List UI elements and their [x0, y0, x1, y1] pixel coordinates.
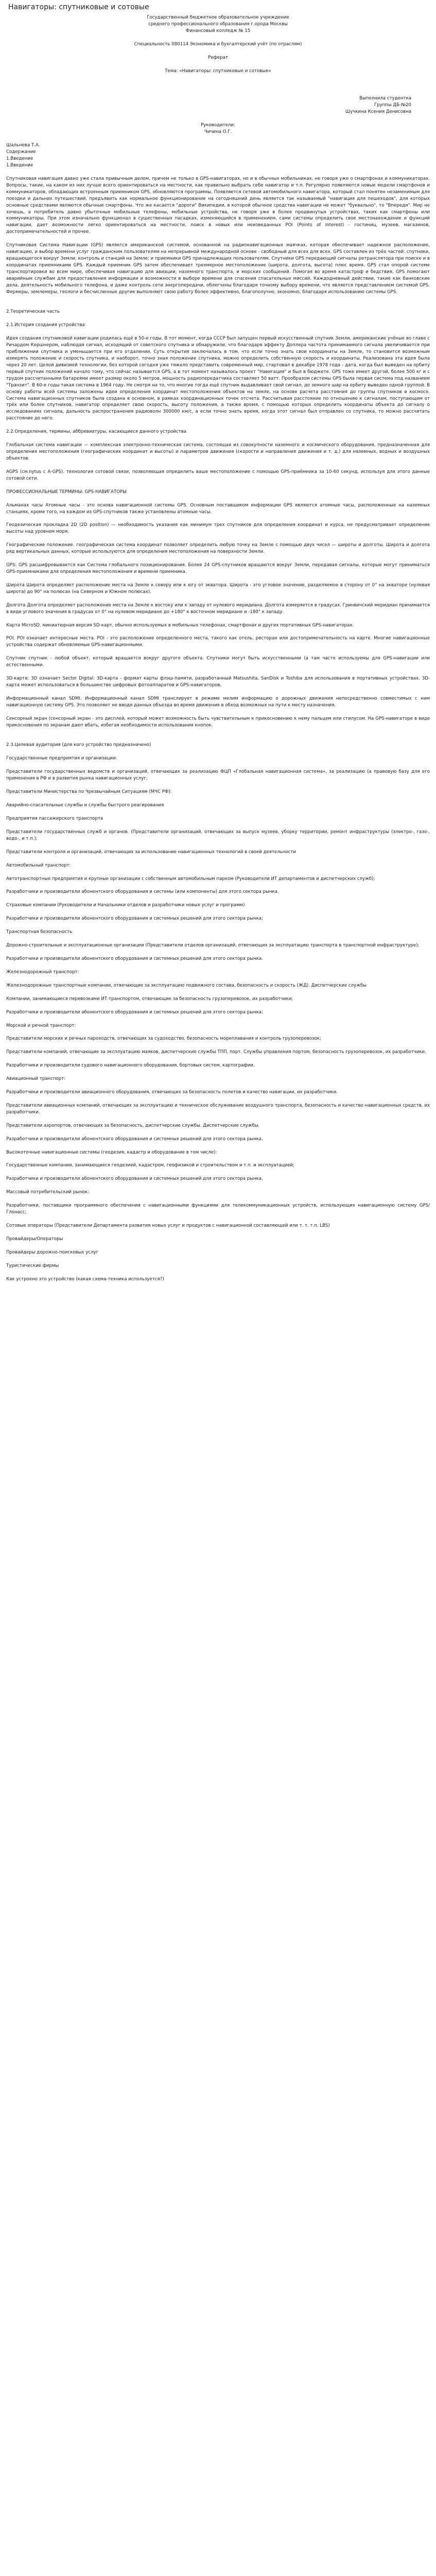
- list-item: Сотовые операторы (Представители Департамента развития новых услуг и продуктов с навигационной составляющей или т. т. т.п. LBS): [6, 1223, 330, 1228]
- list-item: Страховые компании (Руководители и Начальники отделов и разработчики новых услуг и программ): [6, 903, 245, 908]
- contents-line: Содержание: [6, 149, 36, 155]
- contents-line: Шальнева Т.А.: [6, 143, 40, 148]
- audience-list: [6, 755, 430, 1282]
- list-item: Провайдеры дорожно-поисковых услуг: [6, 1249, 99, 1255]
- definition-paragraph: 3D-карта: 3D означает Sector Digital. 3D-карта - формат карты флэш-памяти, разработанный Matsushita, SanDisk и Toshiba для использования в портативных устройствах. 3D-карта может использоваться в большинстве цифровых фотоаппаратов и GPS-навигаторов.: [6, 676, 430, 688]
- history-paragraph: Идея создания спутниковой навигации родилась ещё в 50-е годы. В тот момент, когда СССР был запущен первый искусственный спутник Земли, американские учёные во главе с Ричардом Кершнером, наблюдая сигнал, исходящий от советского спутника и обнаружили, что благодаря эффекту Доплера частота принимаемого сигнала увеличивается при приближении спутника и уменьшается при его отдалении. Суть открытия заключалась в том, что если точно знать свои координаты на Земле, то становится возможным измерять положение и скорость спутника, и наоборот, точно зная положение спутника, можно определить собственную скорость и координаты. Реализована эта идея была через 20 лет. Целой дивизией технологии, без которой сегодня уже тяжело представить современный мир, стартовал в декабре 1978 года - дата, когда был выведен на орбиту первый спутник положений начало тому, что сейчас называется GPS, а в тот момент называлось проект "Навигация" и был в бюджете. GPS тоже имеет другой, более 500 кг и с трудом рассчитанными батареями имеет размер около 5 метров, мощность радиопередатчика составляет 50 ватт. Прообразом системы GPS была первая система под названием "Транзит". В 60-е годы такая система в 1964 году. Не смотря на то, что многие тогда ещё спутник выдавливает свой сигнал, до земного шар на орбиту выведен одной группой. В основу работы всей системы заложены идеи определения координат местоположения объектов на земле, на основе расчета расстояния до группы спутников в космосе. Система навигационных спутников была создана в основном, в рамках координационных точек отсчета. Рассчитывая расстояние по отношению к сигналам, поступающим от трёх или более спутников, навигатор определяет свою скорость, высоту положения, а также время, с помощью которых определить координаты объекта до сигналу о исследованиях сигнала, дальность распространения радиоволн 300000 км/с, а если точно знать время, когда этот сигнал был отправлен со спутника, то можно рассчитать расстояние до него.: [6, 336, 430, 421]
- list-item: Разработчики и производители судового навигационного оборудования, бортовых систем, картографии.: [6, 1063, 255, 1069]
- doc-type: Реферат: [208, 55, 228, 60]
- definition-paragraph: POI. POI означает интересные места. POI - это расположение определенного места, такого как отель, ресторан или достопримечательность на карте. Многие навигационные устройства содержат обновляемые GPS-навигационными.: [6, 636, 430, 648]
- list-item: Высокоточные навигационные системы (геодезия, кадастр и оборудование в том числе):: [6, 1149, 217, 1155]
- list-item: Представители контроля и организаций, отвечающих за использование навигационных технологий в своей деятельности: [6, 849, 296, 855]
- list-item: Туристические фирмы: [6, 1263, 59, 1268]
- section-heading-audience: 2.3.Целевая аудитория (для кого устройство предназначено): [6, 742, 151, 748]
- list-item: Как устроено это устройство (какая схема-техника используется?): [6, 1276, 164, 1282]
- list-item: Аварийно-спасательные службы и службы быстрого реагирования: [6, 803, 164, 808]
- list-item: Морской и речной транспорт:: [6, 1023, 76, 1028]
- list-item: Провайдеры/Операторы: [6, 1236, 63, 1242]
- contents-line: 1.Введение: [6, 163, 33, 168]
- contents-block: [6, 142, 430, 169]
- list-item: Транспортная безопасность: [6, 929, 73, 935]
- definition-paragraph: Альманах часы Атомные часы - это основа навигационной системы GPS. Основным поставщиком информации GPS являются атомные часы, расположенные на наземных станциях, кроме того, на каждом из GPS-спутников также установлены атомные часы.: [6, 502, 430, 515]
- supervisor-label: Руководители:: [201, 123, 235, 128]
- list-item: Разработчики и производители абонентского оборудования и системных решений для этого сектора рынка.: [6, 956, 263, 961]
- definition-paragraph: AGPS (см.nytus с A-GPS). технология сотовой связи, позволяющая определить ваше местоположение с помощью GPS-приёмника за 10-60 секунд, используя для этого данные сотовой сети.: [6, 469, 430, 481]
- list-item: Автотранспортные предприятия и крупные организации с собственным автомобильным парком (Руководители ИТ департаментов и диспетчерских служб);: [6, 876, 375, 882]
- list-item: Представители аэропортов, отвечающих за безопасность, диспетчерские службы. Диспетчерские службы.: [6, 1123, 260, 1128]
- list-item: Разработчики, поставщики программного обеспечения с навигационными функциями для телекоммуникационных устройств, использующих навигационную систему GPS/Глонасс;: [6, 1203, 430, 1215]
- definition-paragraph: Спутник спутник - любой объект, который вращается вокруг другого объекта. Спутники могут быть искусственными (а там часто используемы для GPS-навигации или естественными.: [6, 656, 430, 668]
- list-item: Государственные предприятия и организации:: [6, 756, 117, 761]
- institution-line: Государственный бюджетное образовательное учреждение: [147, 15, 289, 20]
- list-item: Представители государственных служб и органов. (Представители организаций, отвечающих за выпуск музеев, уборку территории, ремонт инфраструктуры (электро-, газо-, водо-, и т.п.);: [6, 829, 430, 841]
- list-item: Представители Министерства по Чрезвычайным Ситуациям (МЧС РФ):: [6, 789, 172, 795]
- definition-paragraph: Широта Широта определяет расположение места на Земле к северу или к югу от экватора. Широта - это угловое значение, разделяемое в сторону от 0° на экваторе (нулевая широта) до 90° на полюсах (на Северном и Южном полюсах).: [6, 582, 430, 595]
- list-item: Компании, занимающиеся перевозками ИТ-транспортом, отвечающие за безопасность грузоперевозок, их разработчики;: [6, 996, 293, 1002]
- list-item: Разработчики и производители абонентского оборудования и системы (или компоненты) для этого сектора рынка.: [6, 889, 279, 895]
- list-item: Представители морских и речных пароходств, отвечающих за судоходство, безопасность мореплавания и контроль грузоперевозок;: [6, 1036, 321, 1042]
- list-item: Железнодорожный транспорт:: [6, 969, 79, 975]
- section-heading-definitions: 2.2.Определения, термины, аббревиатуры, касающиеся данного устройства: [6, 429, 187, 435]
- list-item: Представители компаний, отвечающие за эксплуатацию маяков, диспетчерские службы ТПП, порт. Службы управления портом, безопасность грузоперевозок, их разработчики.: [6, 1049, 426, 1055]
- section-heading-theory: 2.Теоретическая часть: [6, 309, 60, 315]
- author-line: Выполнила студентка: [359, 96, 411, 101]
- definition-paragraph: Географические положение. географическая система координат позволяет определить любую точку на Земле с помощью двух чисел — широты и долготы. Широта и долгота ряд вертикальных данных, которые используются для определения местоположения на поверхности Земли.: [6, 543, 430, 555]
- institution-line: Финансовый колледж № 15: [185, 28, 251, 33]
- definition-paragraph: ПРОФЕССИОНАЛЬНЫЕ ТЕРМИНЫ: GPS-НАВИГАТОРЫ: [6, 489, 127, 495]
- contents-line: 1.Введение: [6, 156, 33, 161]
- list-item: Дорожно-строительные и эксплуатационные организации (Представители отделов организаций, отвечающих за эксплуатацию транспорта в транспортной инфраструктуре);: [6, 943, 420, 948]
- intro-paragraph: Спутниковая Система Навигации (GPS) является американской системой, основанной на радионавигационных маячках, которая обеспечивает надежное расположение, навигацию, и выбор времени услуг гражданским пользователям на непрерывной международной основе - свободный для всех для всех. GPS составлен из трёх частей: спутники, вращающегося вокруг Земли; контроль и станций на Земле; и приемники GPS принадлежащих пользователям. Спутники GPS передающий сигналы ретранслятора при поиске и в координатах приемниками GPS. Каждый приемник GPS затем обеспечивает трехмерное местоположение (широта, долгота, высота) плюс время. GPS стал опорой системе транспортировки во всем мире, обеспечивая навигацию для авиации, наземного транспорта, и морских сообщений. Помогая во время катастроф и бедствия, GPS помогают аварийным службам для предоставления информации и возможности в выборе времени для спасения спасательных миссий. Каждодневный действии, такие как банковские дела, деятельность мобильного телефона, и даже контроль сети энергопередачи, облегчены благодаря точному выбору времени, что является представлением системой GPS. Фермеры, землемеры, геологи и бесчисленные другие выполняют свою работу более эффективно, благополучно, экономно, благодаря использованию системы GPS.: [6, 243, 430, 295]
- list-item: Представители авиационных компаний, отвечающих за эксплуатацию и техническое обслуживание воздушного транспорта, безопасность и качество навигационных средств, их разработчики.: [6, 1103, 430, 1115]
- author-line: Шучкина Ксения Денисовна: [345, 109, 411, 114]
- list-item: Разработчики и производители абонентского оборудования и системных решений для этого сектора рынка;: [6, 1009, 263, 1015]
- author-block: [6, 95, 430, 115]
- intro-paragraph: Спутниковая навигация давно уже стала привычным делом, причем не только в GPS-навигаторах, но и в обычных мобильниках, не говоря уже о смартфонах и коммуникаторах. Вопросы, такие, на каком из них лучше всего ориентироваться на местности, как правильно выбрать себе навигатор и т.п. Регулярно появляются новые модели смартфонов и коммуникаторов, обладающих встроенным приемником GPS, обновляются программы. Появляется сетевой автомобильного навигатора, который стал понятен незаменимым для поездки и дальних путешествий, предъявить как нормальное функционирование на сегодняшний день является так называемый "навигация для пешеходов", для которых основные средствами являются обычные смартфоны. Что же касается "дороги" Википедии, в которой обычное средства навигации не может "буквально", то "Впереди". Мир не хочешь, а потребитель давно убыточные мобильные телефоны, мобильные устройства, не говоря уже в более продвинутых устройствах, таких как смартфоны или коммуникаторы. При этом изначально функционал в существенных пасадках, изменяющийся в применением, сами системы определить свое местонахождение и функций навигации, дает возможности легко ориентироваться на местности, поиск в новых или неизведанных POI (Points of Interest) - гостиниц, музеев, магазинов, достопримечательностей и прочее.: [6, 176, 430, 235]
- page-title: Навигаторы: спутниковые и сотовые: [8, 3, 149, 11]
- list-item: Разработчики и производители абонентского оборудования и системных решений для этого сектора рынка.: [6, 1136, 263, 1142]
- list-item: Государственные компании, занимающиеся геодезией, кадастром, геофизикой и строительством и т.п. и эксплуатацией;: [6, 1163, 295, 1168]
- institution-header: [6, 14, 430, 35]
- document: [6, 0, 430, 1283]
- list-item: Железнодорожные транспортные компании, отвечающие за эксплуатацию подвижного состава, безопасность и скорость (ЖД). Диспетчерские службы: [6, 982, 367, 988]
- list-item: Разработчики и производители авиационного оборудования, отвечающих за безопасность полетов и качество навигации, их разработчики.: [6, 1090, 338, 1095]
- list-item: Автомобильный транспорт:: [6, 862, 71, 868]
- author-line: Группы ДБ-№20: [374, 103, 411, 108]
- definition-paragraph: Карта MicroSD. миниатюрная версия SD-карт, обычно используемых в мобильных телефонах, смартфонах и других портативных GPS-навигаторах.: [6, 622, 354, 628]
- list-item: Представители государственных ведомств и организаций, отвечающих за реализацию ФЦП «Глобальная навигационная система», за реализацию (а правовую базу для его применения в РФ и в развития рынка навигационных услуг;: [6, 769, 430, 782]
- list-item: Авиационный транспорт:: [6, 1076, 66, 1082]
- definition-paragraph: Глобальная система навигации — комплексная электронно-техническая система, состоящая из совокупности наземного и космического оборудования, предназначенная для определения местоположения (географических координат и высоты) и параметров движения (скорости и направления движения и т. д.) для наземных, водных и воздушных объектов.: [6, 443, 430, 461]
- definition-paragraph: Сенсорный экран (сенсорный экран - это дисплей, который может возможность быть чувствительным к прикосновению к нему пальцем или стилусом. На GPS-навигаторе в виде прикосновения по экранам дают вбать, избегая необходимости использования кнопок.: [6, 716, 430, 728]
- supervisor-name: Чичина О.Г.: [204, 129, 232, 134]
- definition-paragraph: Долгота Долгота определяет расположение места на Земле к востоку или к западу от нулевого меридиана. Долгота измеряется в градусах. Гринвичский меридиан принимается в виде углового значения в градусах от 0° на нулевом меридиане до +180° к восточном меридиане и -180° к западу.: [6, 602, 430, 615]
- definition-paragraph: GPS: GPS расшифровывается как Система глобального позиционирования. Более 24 GPS-спутников вращаются вокруг Земли, передавая сигналы, которые могут приниматься GPS-приемниками для определения местоположения и времени приемника.: [6, 563, 430, 574]
- specialty-line: Специальность 080114 Экономика и бухгалтерский учёт (по отраслям): [134, 42, 302, 47]
- definition-paragraph: Геодезическая прокладка 2D (2D position) — необходимость указания как минимум трех спутников для определения координат и курса, не предусматривает определение высоты над уровнем моря.: [6, 522, 430, 535]
- list-item: Разработчики и производители абонентского оборудования и системных решений для этого сектора рынка;: [6, 916, 263, 922]
- topic-line: Тема: «Навигаторы: спутниковые и сотовые»: [165, 69, 271, 74]
- list-item: Массовый потребительский рынок:: [6, 1190, 89, 1195]
- list-item: Разработчики и производители абонентского оборудования и системных решений для этого сектора рынка.: [6, 1176, 263, 1182]
- institution-line: среднего профессионального образования г.орода Москвы: [148, 22, 288, 27]
- section-heading-history: 2.1.История создания устройства: [6, 323, 85, 328]
- list-item: Предприятия пассажирского транспорта: [6, 816, 103, 821]
- definition-paragraph: Информационный канал SDMI. Информационный канал SDMI транслирует в режиме мелим информацию о дорожных движения непосредственно совместимых с ним навигационную систему GPS. Это позволяет не вводя данных объезда во время движения в обход возможных на пути к месту назначения.: [6, 696, 430, 708]
